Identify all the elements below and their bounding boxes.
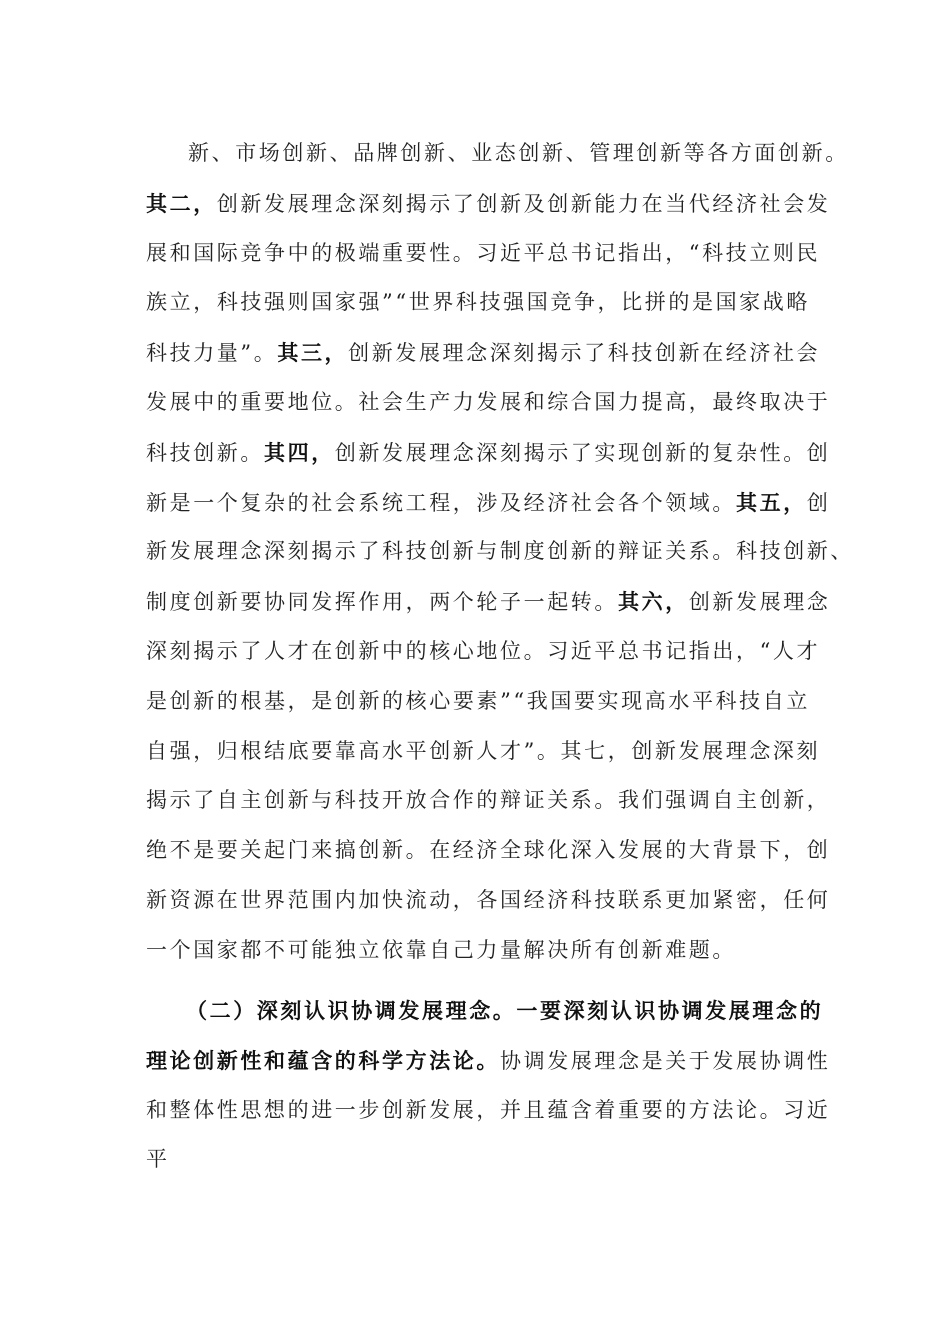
text-run: 创新发展理念 (688, 590, 831, 615)
bold-run: 其四， (264, 439, 335, 465)
text-run: 绝不是要关起门来搞创新。在经济全球化深入发展的大背景下，创 (146, 838, 831, 863)
text-line (146, 179, 831, 229)
paragraph-innovation (146, 129, 854, 976)
text-run: 是创新的根基，是创新的核心要素”“我国要实现高水平科技自立 (146, 688, 810, 713)
text-run: 自强，归根结底要靠高水平创新人才”。其七，创新发展理念深刻 (146, 738, 821, 763)
text-line (146, 1086, 831, 1136)
text-run: 新发展理念深刻揭示了科技创新与制度创新的辩证关系。科技创新、 (146, 539, 854, 564)
text-run: 新是一个复杂的社会系统工程，涉及经济社会各个领域。 (146, 490, 736, 515)
text-run: 协调发展理念是关于发展协调性 (500, 1048, 831, 1073)
paragraph-coordination (146, 986, 831, 1185)
text-run: 创新发展理念深刻揭示了实现创新的复杂性。创 (334, 440, 831, 465)
text-line (146, 677, 810, 727)
text-run: 一个国家都不可能独立依靠自己力量解决所有创新难题。 (146, 937, 736, 962)
heading-line (146, 986, 824, 1036)
text-line (146, 1036, 831, 1086)
text-line (146, 229, 821, 279)
text-line (146, 876, 831, 926)
text-run: 展和国际竞争中的极端重要性。习近平总书记指出，“科技立则民 (146, 240, 821, 265)
text-run: 科技力量”。 (146, 341, 278, 366)
text-line (146, 527, 854, 577)
text-line (146, 577, 831, 627)
bold-run: 其三， (277, 340, 349, 366)
text-line (146, 826, 831, 876)
text-run: 制度创新要协同发挥作用，两个轮子一起转。 (146, 590, 618, 615)
bold-run: 其五， (736, 489, 807, 515)
text-run: 深刻揭示了人才在创新中的核心地位。习近平总书记指出，“人才 (146, 638, 821, 663)
text-run: 和整体性思想的进一步创新发展，并且蕴含着重要的方法论。习近 (146, 1097, 831, 1122)
text-line (146, 278, 810, 328)
text-run: 族立，科技强则国家强”“世界科技强国竞争，比拼的是国家战略 (146, 290, 810, 315)
bold-run: 理论创新性和蕴含的科学方法论。 (146, 1047, 500, 1073)
text-run: 科技创新。 (146, 440, 264, 465)
text-run: 发展中的重要地位。社会生产力发展和综合国力提高，最终取决于 (146, 389, 831, 414)
bold-run: 其二， (146, 190, 217, 216)
bold-run: 其六， (618, 589, 689, 615)
text-line (146, 129, 849, 179)
text-line (146, 776, 831, 826)
text-run: 新资源在世界范围内加快流动，各国经济科技联系更加紧密，任何 (146, 887, 831, 912)
text-line (146, 428, 831, 478)
text-run: 创新发展理念深刻揭示了科技创新在经济社会 (348, 341, 821, 366)
text-line (146, 926, 810, 976)
text-run: 创 (806, 490, 831, 515)
text-line (146, 378, 831, 428)
text-run: 平 (146, 1147, 170, 1172)
text-run: 揭示了自主创新与科技开放合作的辩证关系。我们强调自主创新， (146, 788, 831, 813)
text-line (146, 478, 831, 528)
bold-run: （二）深刻认识协调发展理念。一要深刻认识协调发展理念的 (186, 998, 824, 1023)
text-line (146, 1135, 810, 1185)
text-line (146, 328, 821, 378)
text-line (146, 627, 821, 677)
text-run: 新、市场创新、品牌创新、业态创新、管理创新等各方面创新。 (188, 141, 849, 165)
text-line (146, 727, 821, 777)
text-run: 创新发展理念深刻揭示了创新及创新能力在当代经济社会发 (216, 191, 831, 216)
